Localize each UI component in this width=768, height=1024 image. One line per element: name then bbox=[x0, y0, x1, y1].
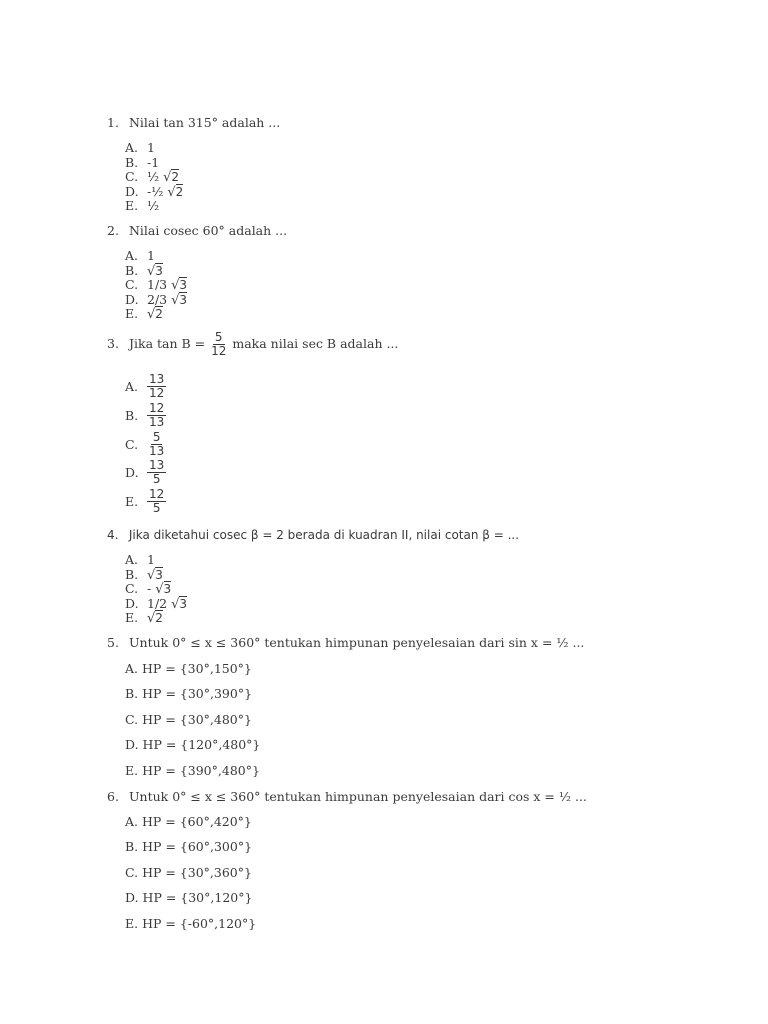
sqrt: √3 bbox=[147, 263, 163, 279]
option[interactable]: E. HP = {390°,480°} bbox=[125, 763, 260, 778]
option[interactable]: E. √2 bbox=[125, 306, 163, 322]
question-text: Nilai cosec 60° adalah ... bbox=[128, 223, 288, 238]
question-number: 5. bbox=[107, 635, 119, 650]
option[interactable]: A. 1 bbox=[125, 552, 155, 567]
sqrt: √3 bbox=[171, 292, 188, 308]
question-text: Untuk 0° ≤ x ≤ 360° tentukan himpunan penyelesaian dari sin x = ½ ... bbox=[128, 635, 585, 650]
option[interactable]: E. $\frac{12}{5}$ bbox=[125, 487, 165, 515]
question-4 bbox=[107, 527, 519, 543]
fraction: $\frac{5}{13}$ bbox=[149, 430, 165, 458]
question-text-after: maka nilai sec B adalah ... bbox=[232, 336, 399, 351]
sqrt: √2 bbox=[167, 184, 184, 200]
fraction: $\frac{13}{12}$ bbox=[149, 372, 165, 400]
option[interactable]: B. HP = {30°,390°} bbox=[125, 686, 253, 701]
sqrt: √3 bbox=[171, 596, 188, 612]
option[interactable]: C. 1/3 √3 bbox=[125, 277, 188, 293]
option[interactable]: B. $\frac{12}{13}$ bbox=[125, 401, 165, 429]
option[interactable]: D. -½ √2 bbox=[125, 183, 184, 200]
options-q4 bbox=[125, 553, 187, 626]
fraction: $\frac{12}{5}$ bbox=[149, 487, 165, 515]
option[interactable]: E. HP = {-60°,120°} bbox=[125, 916, 257, 931]
option[interactable]: B. -1 bbox=[125, 154, 160, 170]
option[interactable]: D. 2/3 √3 bbox=[125, 291, 188, 308]
option[interactable]: C. - √3 bbox=[125, 581, 172, 597]
options-q1 bbox=[125, 141, 183, 214]
question-number: 6. bbox=[107, 789, 119, 804]
sqrt: √3 bbox=[155, 582, 172, 597]
option[interactable]: D. HP = {30°,120°} bbox=[125, 890, 253, 905]
option[interactable]: D. $\frac{13}{5}$ bbox=[125, 458, 165, 486]
sqrt: √2 bbox=[147, 307, 163, 322]
question-text: Untuk 0° ≤ x ≤ 360° tentukan himpunan penyelesaian dari cos x = ½ ... bbox=[128, 789, 587, 804]
sqrt: √3 bbox=[171, 278, 188, 293]
option[interactable]: A. HP = {30°,150°} bbox=[125, 661, 252, 676]
sqrt: √2 bbox=[147, 611, 163, 626]
question-1 bbox=[107, 115, 280, 131]
option[interactable]: A. 1 bbox=[125, 140, 155, 155]
option[interactable]: B. √3 bbox=[125, 566, 163, 583]
option[interactable]: A. 1 bbox=[125, 248, 155, 263]
question-number: 3. bbox=[107, 336, 119, 351]
option[interactable]: C. ½ √2 bbox=[125, 169, 180, 185]
question-2 bbox=[107, 223, 287, 239]
question-3 bbox=[107, 331, 398, 358]
option[interactable]: C. HP = {30°,480°} bbox=[125, 712, 252, 727]
option[interactable]: D. HP = {120°,480°} bbox=[125, 737, 261, 752]
option[interactable]: A. $\frac{13}{12}$ bbox=[125, 372, 165, 400]
fraction: $\frac{13}{5}$ bbox=[149, 458, 165, 486]
sqrt: √3 bbox=[147, 567, 163, 583]
question-6 bbox=[107, 789, 587, 805]
option[interactable]: C. HP = {30°,360°} bbox=[125, 865, 252, 880]
question-text: Nilai tan 315° adalah ... bbox=[128, 115, 281, 130]
question-number: 2. bbox=[107, 223, 119, 238]
option[interactable]: D. 1/2 √3 bbox=[125, 595, 188, 612]
option[interactable]: C. $\frac{5}{13}$ bbox=[125, 430, 165, 458]
question-text-before: Jika tan B = bbox=[128, 336, 210, 351]
options-q2 bbox=[125, 249, 187, 322]
question-number: 4. bbox=[107, 528, 119, 542]
question-number: 1. bbox=[107, 115, 119, 130]
option[interactable]: E. √2 bbox=[125, 610, 163, 626]
option[interactable]: A. HP = {60°,420°} bbox=[125, 814, 252, 829]
option[interactable]: E. ½ bbox=[125, 198, 160, 213]
question-text: Jika diketahui cosec β = 2 berada di kuadran II, nilai cotan β = ... bbox=[128, 528, 520, 542]
sqrt: √2 bbox=[163, 170, 180, 185]
option[interactable]: B. √3 bbox=[125, 262, 163, 279]
option[interactable]: B. HP = {60°,300°} bbox=[125, 839, 253, 854]
fraction: $\frac{5}{12}$ bbox=[211, 330, 227, 358]
fraction: $\frac{12}{13}$ bbox=[149, 401, 165, 429]
question-5 bbox=[107, 635, 584, 651]
